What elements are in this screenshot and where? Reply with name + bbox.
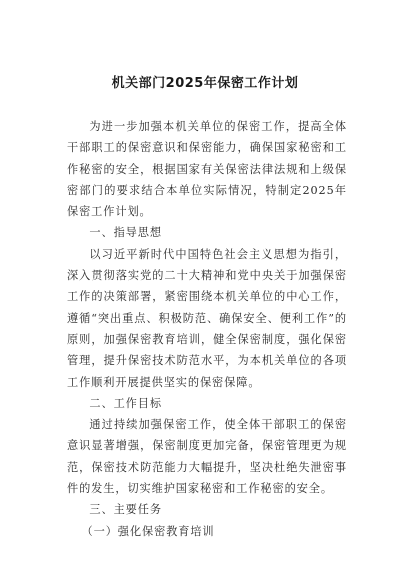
section-heading-guiding-ideology: 一、指导思想 bbox=[89, 226, 162, 240]
intro-paragraph: 为进一步加强本机关单位的保密工作，提高全体干部职工的保密意识和保密能力，确保国家秘密和工作秘密的安全，根据国家有关保密法律法规和上级保密部门的要求结合本单位实际情况，特制定2025年保密工作计划。 bbox=[67, 120, 347, 219]
document-title: 机关部门2025年保密工作计划 bbox=[111, 76, 299, 91]
document-body bbox=[67, 116, 347, 542]
guiding-ideology-paragraph: 以习近平新时代中国特色社会主义思想为指引，深入贯彻落实党的二十大精神和党中央关于加强保密工作的决策部署，紧密围绕本机关单位的中心工作，遵循“突出重点、积极防范、确保安全、便利工作”的原则，加强保密教育培训，健全保密制度，强化保密管理，提升保密技术防范水平，为本机关单位的各项工作顺利开展提供坚实的保密保障。 bbox=[67, 247, 347, 389]
work-goals-paragraph: 通过持续加强保密工作，使全体干部职工的保密意识显著增强，保密制度更加完备，保密管理更为规范，保密技术防范能力大幅提升，坚决杜绝失泄密事件的发生，切实维护国家秘密和工作秘密的安全。 bbox=[67, 418, 347, 496]
subsection-heading-education-training: （一）强化保密教育培训 bbox=[81, 524, 215, 538]
section-heading-main-tasks: 三、主要任务 bbox=[89, 503, 162, 517]
section-heading-work-goals: 二、工作目标 bbox=[89, 396, 162, 410]
